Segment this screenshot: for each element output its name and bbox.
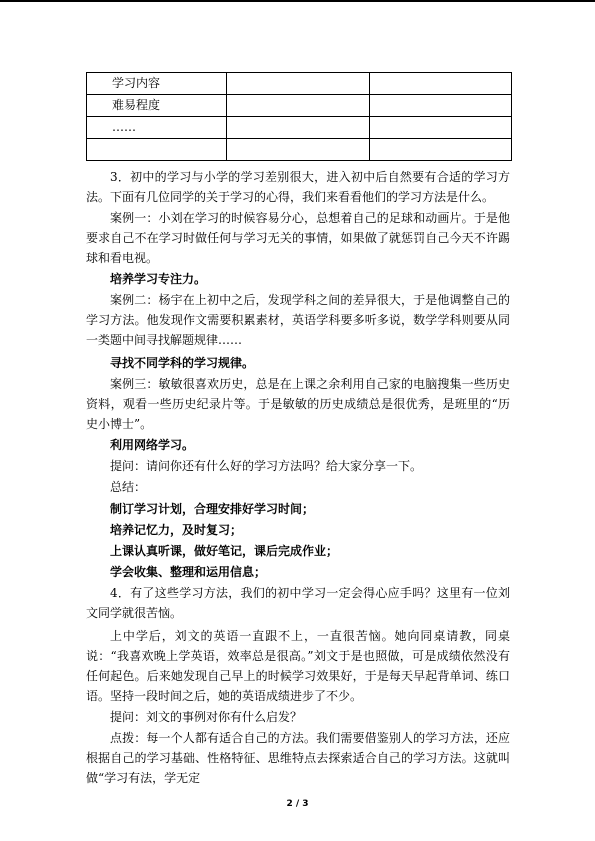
table-cell [227,95,370,117]
paragraph-method-information: 学会收集、整理和运用信息； [110,565,267,579]
paragraph-case-one: 案例一：小刘在学习的时候容易分心，总想着自己的足球和动画片。于是他要求自己不在学习时做任何与学习无关的事情，如果做了就惩罚自己今天不许踢球和看电视。 [86,211,510,265]
table-cell [370,95,512,117]
paragraph-question-share: 提问：请问你还有什么好的学习方法吗？给大家分享一下。 [110,459,423,473]
paragraph-method-memory: 培养记忆力，及时复习； [110,523,243,537]
table-row [87,117,512,139]
table-cell [227,73,370,95]
top-rule [0,0,595,2]
paragraph-section-4-intro: 4．有了这些学习方法，我们的初中学习一定会得心应手吗？这里有一位刘文同学就很苦恼。 [86,586,510,620]
paragraph-case-two: 案例二：杨宇在上初中之后，发现学科之间的差异很大，于是他调整自己的学习方法。他发现作文需要积累素材，英语学科要多听多说，数学学科则要从同一类题中间寻找解题规律…… [86,293,510,347]
paragraph-summary-internet: 利用网络学习。 [110,438,195,452]
table-row-label: 学习内容 [87,73,227,95]
table-row [87,139,512,161]
table-cell [227,117,370,139]
table-cell [370,73,512,95]
table-row-label [87,139,227,161]
paragraph-method-class: 上课认真听课，做好笔记，课后完成作业； [110,544,339,558]
paragraph-section-3-intro: 3．初中的学习与小学的学习差别很大，进入初中后自然要有合适的学习方法。下面有几位同学的关于学习的心得，我们来看看他们的学习方法是什么。 [86,170,510,204]
paragraph-conclusion-heading: 总结： [110,480,147,494]
comparison-table [86,72,512,161]
table-cell [370,117,512,139]
paragraph-case-three: 案例三：敏敏很喜欢历史，总是在上课之余利用自己家的电脑搜集一些历史资料，观看一些历史纪录片等。于是敏敏的历史成绩总是很优秀，是班里的“历史小博士”。 [86,377,510,431]
table-row [87,95,512,117]
paragraph-question-inspiration: 提问：刘文的事例对你有什么启发？ [110,710,303,724]
paragraph-guidance: 点拨：每一个人都有适合自己的方法。我们需要借鉴别人的学习方法，还应根据自己的学习基础、性格特征、思维特点去探索适合自己的学习方法。这就叫做“学习有法，学无定 [86,731,510,785]
paragraph-method-plan: 制订学习计划，合理安排好学习时间； [110,502,315,516]
paragraph-summary-focus: 培养学习专注力。 [110,272,207,286]
paragraph-liu-wen-story: 上中学后，刘文的英语一直跟不上，一直很苦恼。她向同桌请教，同桌说：“我喜欢晚上学英语，效率总是很高。”刘文于是也照做，可是成绩依然没有任何起色。后来她发现自己早上的时候学习效果好，于是每天早起背单词、练口语。坚持一段时间之后，她的英语成绩进步了不少。 [86,629,510,703]
table-row-label: …… [87,117,227,139]
paragraph-summary-subject-rules: 寻找不同学科的学习规律。 [110,356,255,370]
document-body [86,167,510,788]
page-number: 2 / 3 [286,799,309,809]
table-cell [227,139,370,161]
table-row-label: 难易程度 [87,95,227,117]
table-cell [370,139,512,161]
table-row [87,73,512,95]
